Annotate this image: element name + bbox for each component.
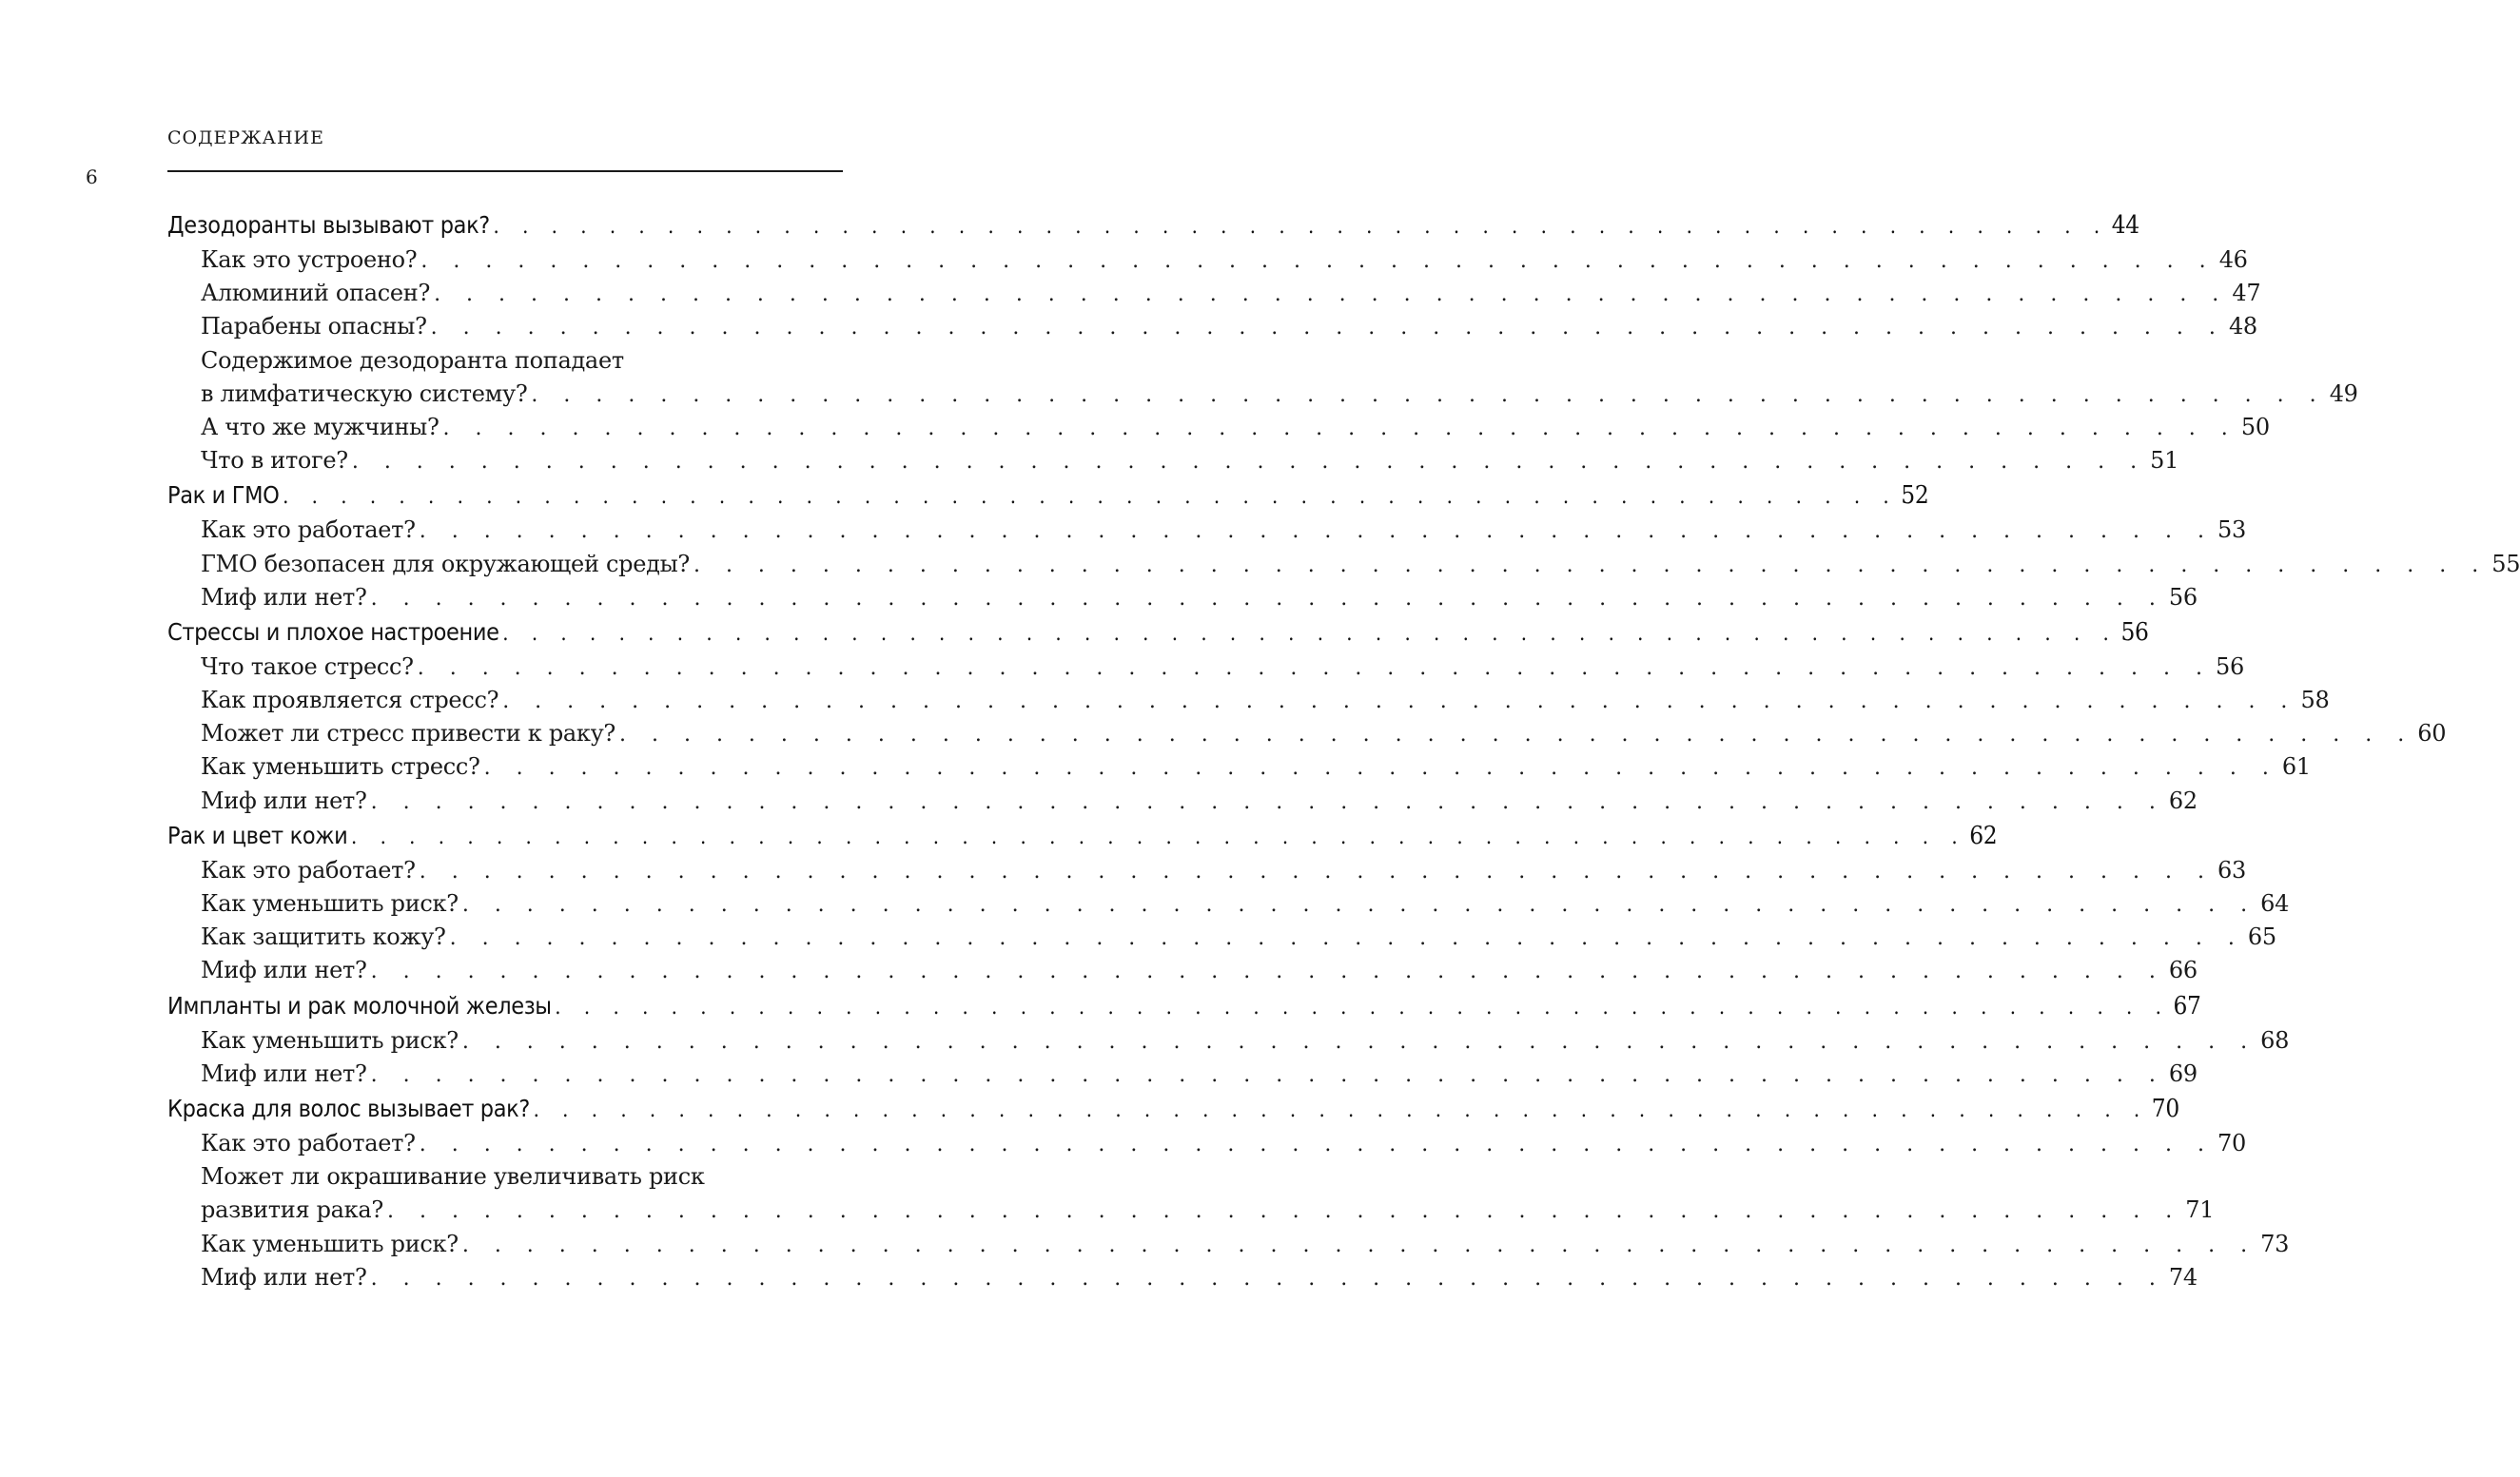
toc-section-title: Рак и цвет кожи (167, 821, 348, 849)
toc-subentry-title: Миф или нет? (201, 1059, 367, 1087)
toc-page-number: 64 (2260, 890, 2290, 917)
toc-section-title: Дезодоранты вызывают рак? (167, 211, 490, 239)
toc-subentry-title: Парабены опасны? (201, 313, 427, 340)
toc-subentry[interactable] (167, 548, 2520, 581)
toc-subentry-first-line (167, 344, 833, 378)
dot-leader: . . . . . . . . . . . . . . . . . . . . . . . . . . . . . . . . . . . . . . . . . . . . . . . . . . . . . . . . (461, 893, 2257, 917)
dot-leader: . . . . . . . . . . . . . . . . . . . . . . . . . . . . . . . . . . . . . . . . . . . . . . . . . . . . . . . . (483, 756, 2278, 781)
toc-page-number: 67 (2173, 991, 2201, 1020)
toc-page-number: 60 (2417, 720, 2447, 748)
toc-subentry[interactable] (167, 854, 2246, 887)
dot-leader: . . . . . . . . . . . . . . . . . . . . . . . . . . . . . . . . . . . . . . . . . . . . . . . . . . . . . . . . (370, 960, 2165, 984)
dot-leader: . . . . . . . . . . . . . . . . . . . . . . . . . . . . . . . . . . . . . . . . . . . . . . . . . . . . . . . . (351, 825, 1966, 849)
toc-page-number: 70 (2217, 1129, 2246, 1156)
dot-leader: . . . . . . . . . . . . . . . . . . . . . . . . . . . . . . . . . . . . . . . . . . . . . . . . . . . . . . . . (533, 1098, 2149, 1122)
dot-leader: . . . . . . . . . . . . . . . . . . . . . . . . . . . . . . . . . . . . . . . . . . . . . . . . . . . . . . . . (461, 1233, 2257, 1257)
toc-subentry-title: Содержимое дезодоранта попадает (201, 346, 624, 374)
toc-page-number: 56 (2120, 617, 2149, 647)
toc-subentry-title: Как это работает? (201, 856, 416, 884)
toc-subentry[interactable] (167, 411, 2270, 444)
page-number: 6 (86, 165, 98, 188)
toc-subentry-first-line (167, 1160, 833, 1194)
dot-leader: . . . . . . . . . . . . . . . . . . . . . . . . . . . . . . . . . . . . . . . . . . . . . . . . . . . . . . . . (370, 789, 2165, 814)
toc-section-entry[interactable] (167, 818, 1998, 854)
toc-subentry[interactable] (167, 684, 2330, 717)
toc-page-number: 63 (2217, 856, 2246, 884)
toc-subentry-title: Как уменьшить риск? (201, 1230, 459, 1257)
dot-leader: . . . . . . . . . . . . . . . . . . . . . . . . . . . . . . . . . . . . . . . . . . . . . . . . . . . . . . . . (283, 485, 1898, 510)
toc-page-number: 61 (2281, 753, 2311, 781)
toc-subentry-title: Как защитить кожу? (201, 923, 446, 951)
toc-page-number: 52 (1901, 481, 1929, 511)
toc-page-number: 58 (2300, 687, 2330, 714)
toc-subentry-title: Может ли стресс привести к раку? (201, 720, 615, 748)
dot-leader: . . . . . . . . . . . . . . . . . . . . . . . . . . . . . . . . . . . . . . . . . . . . . . . . . . . . . . . . (370, 1266, 2165, 1291)
toc-subentry[interactable] (167, 581, 2198, 614)
toc-page-number: 56 (2216, 652, 2244, 680)
dot-leader: . . . . . . . . . . . . . . . . . . . . . . . . . . . . . . . . . . . . . . . . . . . . . . . . . . . . . . . . (693, 553, 2489, 577)
dot-leader: . . . . . . . . . . . . . . . . . . . . . . . . . . . . . . . . . . . . . . . . . . . . . . . . . . . . . . . . (461, 1029, 2257, 1054)
toc-section-entry[interactable] (167, 1091, 2179, 1127)
toc-page-number: 74 (2168, 1263, 2198, 1291)
toc-subentry-title: Может ли окрашивание увеличивать риск (201, 1163, 705, 1191)
toc-page-number: 55 (2491, 550, 2520, 577)
toc-subentry-title: Как уменьшить риск? (201, 890, 459, 917)
toc-subentry[interactable] (167, 1127, 2246, 1160)
toc-page-number: 53 (2217, 516, 2246, 544)
toc-subentry[interactable] (167, 1194, 2215, 1227)
toc-subentry-title: развития рака? (201, 1196, 383, 1224)
toc-subentry[interactable] (167, 514, 2246, 547)
toc-section-title: Рак и ГМО (167, 481, 280, 510)
dot-leader: . . . . . . . . . . . . . . . . . . . . . . . . . . . . . . . . . . . . . . . . . . . . . . . . . . . . . . . . (370, 586, 2165, 611)
toc-section-title: Импланты и рак молочной железы (167, 991, 552, 1020)
dot-leader: . . . . . . . . . . . . . . . . . . . . . . . . . . . . . . . . . . . . . . . . . . . . . . . . . . . . . . . . (419, 519, 2214, 544)
toc-section-entry[interactable] (167, 614, 2149, 651)
dot-leader: . . . . . . . . . . . . . . . . . . . . . . . . . . . . . . . . . . . . . . . . . . . . . . . . . . . . . . . . (417, 655, 2212, 680)
dot-leader: . . . . . . . . . . . . . . . . . . . . . . . . . . . . . . . . . . . . . . . . . . . . . . . . . . . . . . . . (555, 995, 2170, 1020)
toc-subentry[interactable] (167, 954, 2198, 987)
toc-page-number: 48 (2228, 313, 2257, 340)
toc-subentry-title: Как проявляется стресс? (201, 687, 499, 714)
toc-subentry[interactable] (167, 1228, 2290, 1261)
toc-page-number: 46 (2218, 246, 2248, 273)
dot-leader: . . . . . . . . . . . . . . . . . . . . . . . . . . . . . . . . . . . . . . . . . . . . . . . . . . . . . . . . (502, 690, 2297, 714)
toc-subentry[interactable] (167, 1058, 2198, 1091)
dot-leader: . . . . . . . . . . . . . . . . . . . . . . . . . . . . . . . . . . . . . . . . . . . . . . . . . . . . . . . . (420, 249, 2216, 273)
toc-subentry-title: Миф или нет? (201, 787, 367, 814)
table-of-contents (167, 207, 2520, 1294)
toc-subentry-title: А что же мужчины? (201, 413, 440, 440)
toc-subentry[interactable] (167, 277, 2261, 310)
toc-subentry-title: в лимфатическую систему? (201, 379, 528, 407)
toc-subentry-title: Миф или нет? (201, 1263, 367, 1291)
toc-subentry-title: ГМО безопасен для окружающей среды? (201, 550, 690, 577)
running-title: СОДЕРЖАНИЕ (167, 127, 324, 148)
toc-page-number: 70 (2151, 1094, 2179, 1123)
dot-leader: . . . . . . . . . . . . . . . . . . . . . . . . . . . . . . . . . . . . . . . . . . . . . . . . . . . . . . . . (386, 1199, 2182, 1224)
toc-subentry[interactable] (167, 750, 2311, 784)
toc-section-entry[interactable] (167, 207, 2139, 243)
toc-page-number: 66 (2168, 957, 2198, 984)
toc-subentry[interactable] (167, 1261, 2198, 1294)
toc-page-number: 49 (2329, 379, 2358, 407)
toc-section-entry[interactable] (167, 477, 1929, 514)
toc-page-number: 47 (2232, 280, 2261, 307)
toc-page-number: 68 (2260, 1026, 2290, 1054)
toc-subentry[interactable] (167, 651, 2244, 684)
dot-leader: . . . . . . . . . . . . . . . . . . . . . . . . . . . . . . . . . . . . . . . . . . . . . . . . . . . . . . . . (449, 926, 2244, 951)
toc-subentry-title: Алюминий опасен? (201, 280, 431, 307)
toc-page-number: 62 (2168, 787, 2198, 814)
toc-subentry[interactable] (167, 444, 2179, 477)
toc-subentry-title: Что в итоге? (201, 447, 348, 475)
toc-subentry[interactable] (167, 378, 2358, 411)
toc-section-title: Стрессы и плохое настроение (167, 617, 499, 646)
toc-subentry-title: Миф или нет? (201, 583, 367, 611)
toc-subentry-title: Как это устроено? (201, 246, 418, 273)
dot-leader: . . . . . . . . . . . . . . . . . . . . . . . . . . . . . . . . . . . . . . . . . . . . . . . . . . . . . . . . (618, 723, 2414, 748)
toc-page-number: 65 (2247, 923, 2276, 951)
toc-page-number: 62 (1969, 821, 1998, 850)
dot-leader: . . . . . . . . . . . . . . . . . . . . . . . . . . . . . . . . . . . . . . . . . . . . . . . . . . . . . . . . (351, 450, 2147, 475)
toc-section-title: Краска для волос вызывает рак? (167, 1094, 530, 1122)
toc-subentry[interactable] (167, 887, 2290, 921)
toc-subentry[interactable] (167, 785, 2198, 818)
toc-subentry-title: Что такое стресс? (201, 652, 414, 680)
dot-leader: . . . . . . . . . . . . . . . . . . . . . . . . . . . . . . . . . . . . . . . . . . . . . . . . . . . . . . . . (370, 1062, 2165, 1087)
header-rule (167, 170, 843, 172)
dot-leader: . . . . . . . . . . . . . . . . . . . . . . . . . . . . . . . . . . . . . . . . . . . . . . . . . . . . . . . . (430, 316, 2225, 340)
toc-page-number: 69 (2168, 1059, 2198, 1087)
toc-page-number: 50 (2240, 413, 2270, 440)
toc-subentry-title: Как уменьшить риск? (201, 1026, 459, 1054)
dot-leader: . . . . . . . . . . . . . . . . . . . . . . . . . . . . . . . . . . . . . . . . . . . . . . . . . . . . . . . . (434, 282, 2229, 307)
dot-leader: . . . . . . . . . . . . . . . . . . . . . . . . . . . . . . . . . . . . . . . . . . . . . . . . . . . . . . . . (419, 859, 2214, 884)
dot-leader: . . . . . . . . . . . . . . . . . . . . . . . . . . . . . . . . . . . . . . . . . . . . . . . . . . . . . . . . (493, 215, 2109, 239)
toc-page-number: 73 (2260, 1230, 2290, 1257)
toc-subentry-title: Как уменьшить стресс? (201, 753, 480, 781)
dot-leader: . . . . . . . . . . . . . . . . . . . . . . . . . . . . . . . . . . . . . . . . . . . . . . . . . . . . . . . . (442, 416, 2237, 440)
dot-leader: . . . . . . . . . . . . . . . . . . . . . . . . . . . . . . . . . . . . . . . . . . . . . . . . . . . . . . . . (531, 382, 2326, 407)
toc-page-number: 71 (2185, 1196, 2215, 1224)
dot-leader: . . . . . . . . . . . . . . . . . . . . . . . . . . . . . . . . . . . . . . . . . . . . . . . . . . . . . . . . (502, 621, 2118, 646)
toc-subentry[interactable] (167, 243, 2248, 277)
toc-subentry-title: Миф или нет? (201, 957, 367, 984)
toc-subentry-title: Как это работает? (201, 516, 416, 544)
toc-page-number: 51 (2150, 447, 2179, 475)
toc-subentry[interactable] (167, 717, 2447, 750)
toc-page-number: 44 (2111, 211, 2139, 240)
toc-subentry[interactable] (167, 310, 2257, 343)
toc-subentry-title: Как это работает? (201, 1129, 416, 1156)
dot-leader: . . . . . . . . . . . . . . . . . . . . . . . . . . . . . . . . . . . . . . . . . . . . . . . . . . . . . . . . (419, 1132, 2214, 1156)
toc-page-number: 56 (2168, 583, 2198, 611)
toc-section-entry[interactable] (167, 988, 2201, 1024)
toc-subentry[interactable] (167, 1024, 2290, 1058)
toc-subentry[interactable] (167, 921, 2276, 954)
